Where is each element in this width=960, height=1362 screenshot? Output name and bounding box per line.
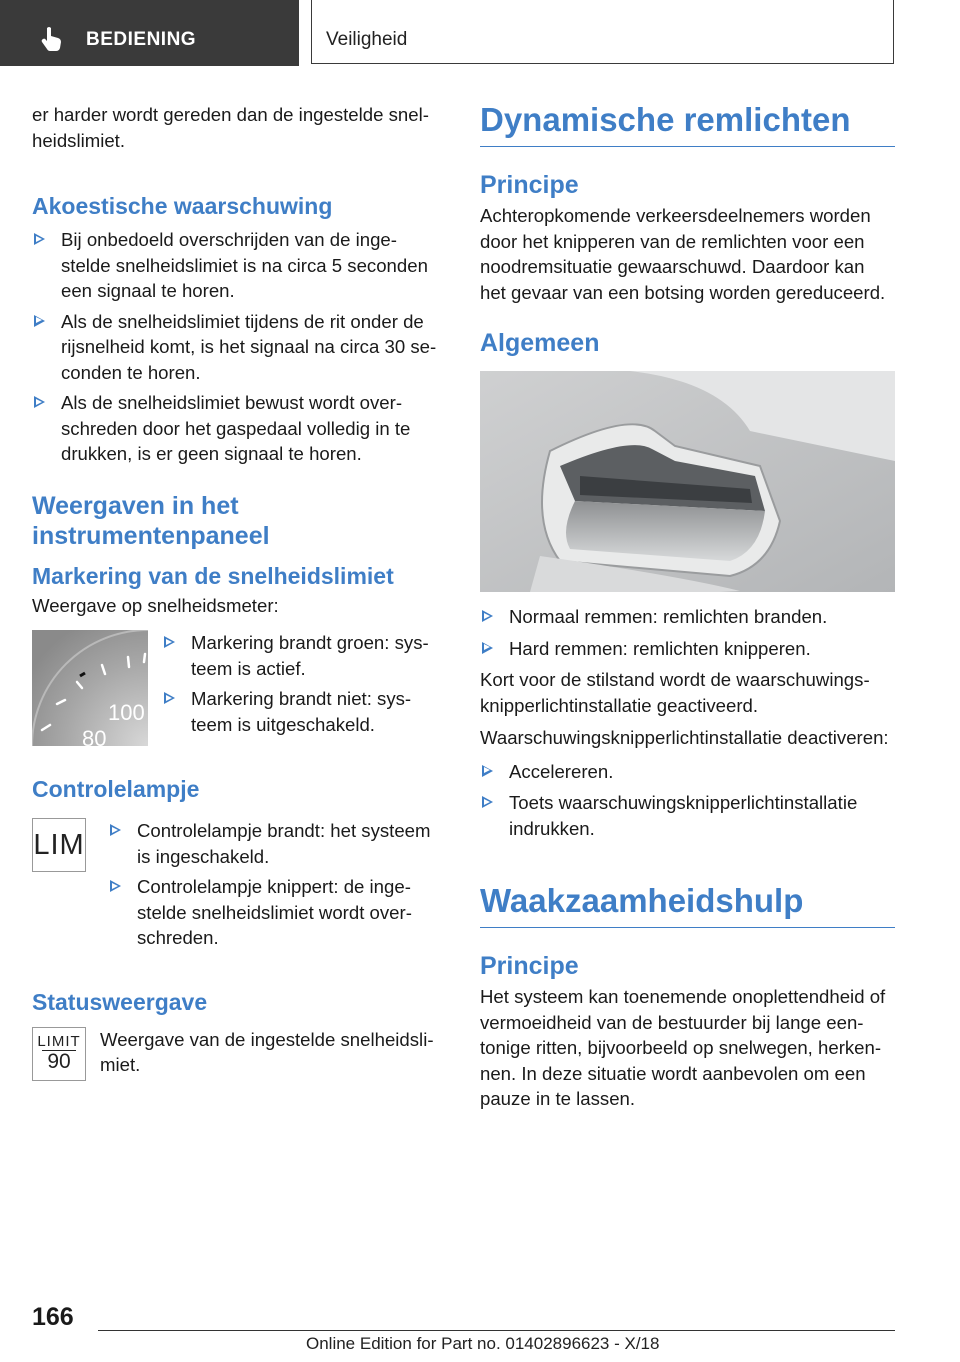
right-column — [480, 100, 895, 1112]
section-tab — [0, 0, 299, 66]
status-heading: Statusweergave — [32, 988, 208, 1015]
list-item: Hard remmen: remlichten knipperen. — [480, 636, 895, 662]
attention-principle-text: Het systeem kan toenemende onoplettendheid of vermoeidheid van de bestuurder bij lange eentonige ritten, bijvoorbeeld op snelwegen, herkennen. In deze situatie wordt aanbevolen om een pauze in te lassen. — [480, 986, 886, 1109]
acoustic-heading: Akoestische waarschuwing — [32, 193, 333, 219]
triangle-bullet-icon — [482, 796, 493, 808]
list-item: Controlelampje brandt: het systeem is ingeschakeld. — [108, 818, 440, 869]
dyn-text-1: Kort voor de stilstand wordt de waarschuwingsknipperlichtinstallatie geactiveerd. — [480, 669, 870, 716]
list-item: Als de snelheidslimiet bewust wordt overschreden door het gaspedaal volledig in te drukken, is er geen signaal te horen. — [32, 390, 440, 467]
marking-intro: Weergave op snelheidsmeter: — [32, 594, 279, 616]
list-item: Normaal remmen: remlichten branden. — [480, 604, 895, 630]
deactivate-list — [480, 759, 895, 842]
marking-list — [162, 630, 440, 746]
triangle-bullet-icon — [482, 642, 493, 654]
section-tab-label: BEDIENING — [86, 29, 197, 50]
hand-pointer-icon — [40, 26, 64, 52]
dyn-general-heading: Algemeen — [480, 329, 600, 357]
list-item: Toets waarschuwingsknipperlichtinstallatie indrukken. — [480, 790, 895, 841]
triangle-bullet-icon — [34, 396, 45, 408]
chapter-title: Veiligheid — [326, 29, 408, 50]
dyn-principle-heading: Principe — [480, 171, 579, 199]
lim-indicator-icon: LIM — [32, 818, 86, 872]
list-item: Bij onbedoeld overschrijden van de ingestelde snelheidslimiet is na circa 5 seconden een signaal te horen. — [32, 227, 440, 304]
status-block — [32, 1027, 440, 1081]
footer-divider — [98, 1330, 895, 1331]
speedo-label-80: 80 — [82, 726, 107, 746]
acoustic-list — [32, 227, 440, 467]
triangle-bullet-icon — [164, 636, 175, 648]
indicator-block — [32, 818, 440, 951]
limit-icon-label: LIMIT — [37, 1033, 81, 1050]
brake-list — [480, 604, 895, 661]
triangle-bullet-icon — [34, 315, 45, 327]
list-item: Als de snelheidslimiet tijdens de rit onder de rijsnelheid komt, is het signaal na circa 30 seconden te horen. — [32, 309, 440, 386]
attention-principle-heading: Principe — [480, 952, 579, 980]
triangle-bullet-icon — [34, 233, 45, 245]
triangle-bullet-icon — [110, 880, 121, 892]
displays-heading: Weergaven in het instrumentenpaneel — [32, 491, 270, 550]
triangle-bullet-icon — [110, 824, 121, 836]
attention-assist-title: Waakzaamheidshulp — [480, 881, 895, 928]
list-item: Accelereren. — [480, 759, 895, 785]
limit-icon-value: 90 — [42, 1050, 75, 1073]
taillight-image — [480, 371, 895, 592]
marking-block — [32, 630, 440, 746]
triangle-bullet-icon — [164, 692, 175, 704]
list-item: Markering brandt niet: systeem is uitgeschakeld. — [162, 686, 440, 737]
dyn-text-2: Waarschuwingsknipperlichtinstallatie deactiveren: — [480, 727, 889, 748]
indicator-heading: Controlelampje — [32, 776, 200, 802]
speedometer-image — [32, 630, 148, 746]
page-number: 166 — [32, 1303, 74, 1331]
footer-edition-text: Online Edition for Part no. 01402896623 - X/18 — [306, 1334, 660, 1353]
triangle-bullet-icon — [482, 610, 493, 622]
dyn-principle-text: Achteropkomende verkeersdeelnemers worden door het knipperen van de remlichten voor een noodremsituatie gewaarschuwd. Daardoor kan het gevaar van een botsing worden gereduceerd. — [480, 205, 886, 303]
triangle-bullet-icon — [482, 765, 493, 777]
indicator-list — [108, 818, 440, 951]
list-item: Controlelampje knippert: de ingestelde snelheidslimiet wordt overschreden. — [108, 874, 440, 951]
left-column — [32, 100, 440, 1081]
list-item: Markering brandt groen: systeem is actief. — [162, 630, 440, 681]
marking-heading: Markering van de snelheidslimiet — [32, 562, 394, 589]
chapter-box — [311, 0, 894, 64]
status-text: Weergave van de ingestelde snelheidslimiet. — [100, 1028, 434, 1075]
dynamic-brake-lights-title: Dynamische remlichten — [480, 100, 895, 147]
speedo-label-100: 100 — [108, 700, 145, 725]
intro-text: er harder wordt gereden dan de ingestelde snelheidslimiet. — [32, 104, 429, 151]
limit-90-icon — [32, 1027, 86, 1081]
